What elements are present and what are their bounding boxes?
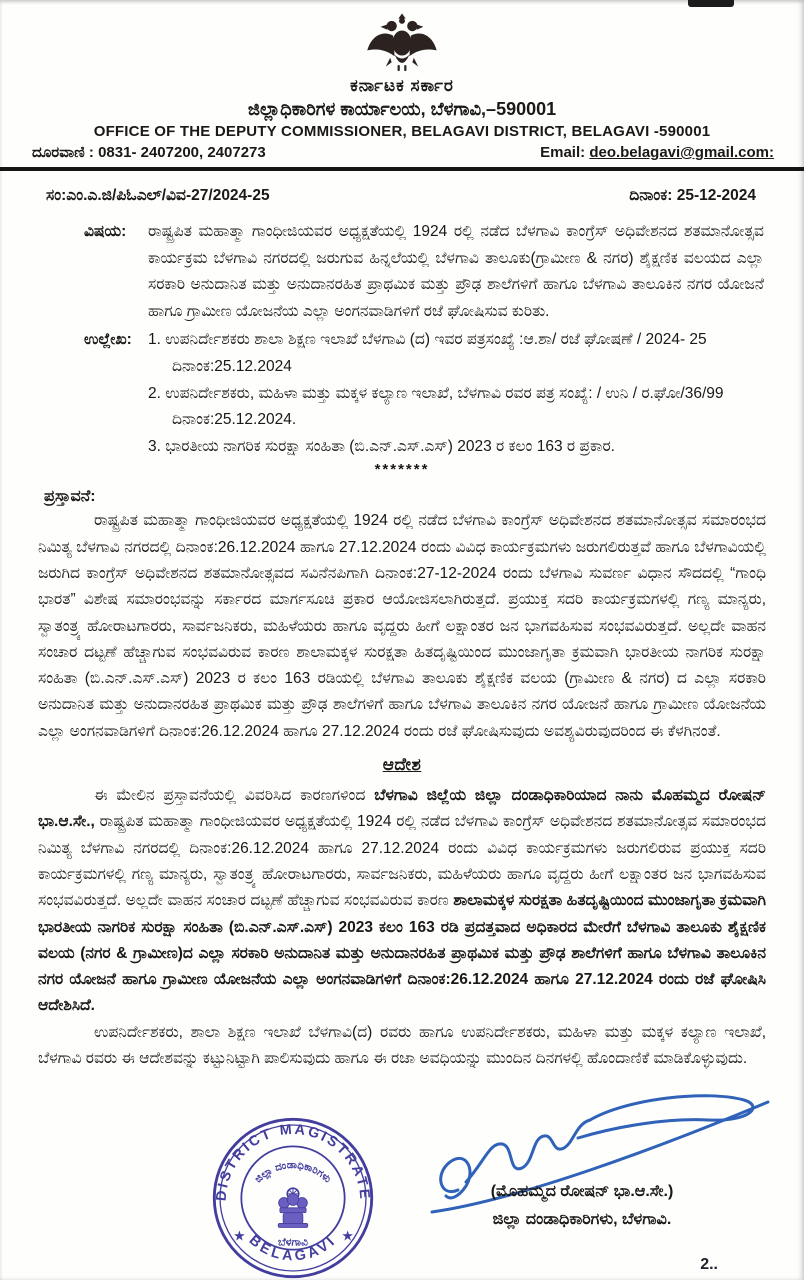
- office-name-en: OFFICE OF THE DEPUTY COMMISSIONER, BELAGAVI DISTRICT, BELAGAVI -590001: [93, 123, 711, 140]
- preamble-paragraph: ರಾಷ್ಟ್ರಪಿತ ಮಹಾತ್ಮಾ ಗಾಂಧೀಜಿಯವರ ಅಧ್ಯಕ್ಷತೆಯಲ್ಲಿ 1924 ರಲ್ಲಿ ನಡೆದ ಬೆಳಗಾವಿ ಕಾಂಗ್ರೆಸ್ ಅಧಿವೇಶನದ ಶತಮಾನೋತ್ಸವ ಸಮಾರಂಭದ ನಿಮಿತ್ಯ ಬೆಳಗಾವಿ ನಗರದಲ್ಲಿ ದಿನಾಂಕ:26.12.2024 ಹಾಗೂ 27.12.2024 ರಂದು ವಿವಿಧ ಕಾರ್ಯಕ್ರಮಗಳು ಜರುಗಲಿರುತ್ತವೆ ಹಾಗೂ ಬೆಳಗಾವಿಯಲ್ಲಿ ಜರುಗಿದ ಕಾಂಗ್ರೆಸ್ ಅಧಿವೇಶನದ ಶತಮಾನೋತ್ಸವದ ಸವಿನೆನಪಿಗಾಗಿ ದಿನಾಂಕ:27-12-2024 ರಂದು ಬೆಳಗಾವಿ ಸುವರ್ಣ ವಿಧಾನ ಸೌದದಲ್ಲಿ “ಗಾಂಧಿ ಭಾರತ” ವಿಶೇಷ ಸಮಾರಂಭವನ್ನು ಸರ್ಕಾರದ ಮಾರ್ಗಸೂಚಿ ಪ್ರಕಾರ ಆಯೋಜಿಸಲಾಗಿರುತ್ತದೆ. ಪ್ರಯುಕ್ತ ಸದರಿ ಕಾರ್ಯಕ್ರಮಗಳಲ್ಲಿ ಗಣ್ಯ ಮಾನ್ಯರು, ಸ್ವಾತಂತ್ರ್ಯ ಹೋರಾಟಗಾರರು, ಸಾರ್ವಜನಿಕರು, ಮಹಿಳೆಯರು ಹಾಗೂ ವೃದ್ದರು ಹೀಗೆ ಲಕ್ಷಾಂತರ ಜನ ಭಾಗವಹಿಸುವ ಸಂಭವವಿರುತ್ತದೆ. ಅಲ್ಲದೇ ವಾಹನ ಸಂಚಾರ ದಟ್ಟಣೆ ಹೆಚ್ಚಾಗುವ ಸಂಭವವಿರುವ ಕಾರಣ ಶಾಲಾಮಕ್ಕಳ ಸುರಕ್ಷತಾ ಹಿತದೃಷ್ಟಿಯಿಂದ ಮುಂಜಾಗೃತಾ ಕ್ರಮವಾಗಿ ಭಾರತೀಯ ನಾಗರಿಕ ಸುರಕ್ಷಾ ಸಂಹಿತಾ (ಬಿ.ಎನ್.ಎಸ್.ಎಸ್) 2023 ರ ಕಲಂ 163 ರಡಿಯಲ್ಲಿ ಬೆಳಗಾವಿ ತಾಲೂಕು ಶೈಕ್ಷಣಿಕ ವಲಯ (ಗ್ರಾಮೀಣ & ನಗರ) ದ ಎಲ್ಲಾ ಸರಕಾರಿ ಅನುದಾನಿತ ಮತ್ತು ಅನುದಾನರಹಿತ ಪ್ರಾಥಮಿಕ ಮತ್ತು ಪ್ರೌಢ ಶಾಲೆಗಳಿಗೆ ಹಾಗೂ ಬೆಳಗಾವಿ ತಾಲೂಕಿನ ನಗರ ಯೋಜನೆ ಹಾಗೂ ಗ್ರಾಮೀಣ ಯೋಜನೆಯ ಎಲ್ಲಾ ಅಂಗನವಾಡಿಗಳಿಗೆ ದಿನಾಂಕ:26.12.2024 ಹಾಗೂ 27.12.2024 ರಂದು ರಜೆ ಘೋಷಿಸುವುದು ಅವಶ್ಯವಿರುವುದರಿಂದ ಈ ಕೆಳಗಿನಂತೆ.: [38, 512, 766, 740]
- email-link[interactable]: deo.belagavi@gmail.com:: [589, 144, 774, 161]
- references-block: [84, 327, 764, 460]
- stamp-star-right: ★: [341, 1227, 354, 1244]
- reference-date-row: [0, 171, 804, 205]
- stamp-text-inner-kn: ಜಿಲ್ಲಾ ದಂಡಾಧಿಕಾರಿಗಳು: [253, 1160, 333, 1186]
- letter-date: ದಿನಾಂಕ: 25-12-2024: [629, 187, 756, 204]
- order-paragraph-1: ಈ ಮೇಲಿನ ಪ್ರಸ್ತಾವನೆಯಲ್ಲಿ ವಿವರಿಸಿದ ಕಾರಣಗಳಿಂದ ಬೆಳಗಾವಿ ಜಿಲ್ಲೆಯ ಜಿಲ್ಲಾ ದಂಡಾಧಿಕಾರಿಯಾದ ನಾನು ಮೊಹಮ್ಮದ ರೋಷನ್ ಭಾ.ಆ.ಸೇ., ರಾಷ್ಟ್ರಪಿತ ಮಹಾತ್ಮಾ ಗಾಂಧೀಜಿಯವರ ಅಧ್ಯಕ್ಷತೆಯಲ್ಲಿ 1924 ರಲ್ಲಿ ನಡೆದ ಬೆಳಗಾವಿ ಕಾಂಗ್ರೆಸ್ ಅಧಿವೇಶನದ ಶತಮಾನೋತ್ಸವ ಸಮಾರಂಭದ ನಿಮಿತ್ಯ ಬೆಳಗಾವಿ ನಗರದಲ್ಲಿ ದಿನಾಂಕ:26.12.2024 ಹಾಗೂ 27.12.2024 ರಂದು ವಿವಿಧ ಕಾರ್ಯಕ್ರಮಗಳು ಜರುಗಲಿರುವ ಪ್ರಯುಕ್ತ ಸದರಿ ಕಾರ್ಯಕ್ರಮಗಳಲ್ಲಿ ಗಣ್ಯ ಮಾನ್ಯರು, ಸ್ವಾತಂತ್ರ್ಯ ಹೋರಾಟಗಾರರು, ಸಾರ್ವಜನಿಕರು, ಮಹಿಳೆಯರು ಹಾಗೂ ವೃದ್ದರು ಹೀಗೆ ಲಕ್ಷಾಂತರ ಜನ ಭಾಗವಹಿಸುವ ಸಂಭವವಿರುತ್ತದೆ. ಅಲ್ಲದೇ ವಾಹನ ಸಂಚಾರ ದಟ್ಟಣೆ ಹೆಚ್ಚಾಗುವ ಸಂಭವವಿರುವ ಕಾರಣ ಶಾಲಾಮಕ್ಕಳ ಸುರಕ್ಷತಾ ಹಿತದೃಷ್ಟಿಯಿಂದ ಮುಂಜಾಗೃತಾ ಕ್ರಮವಾಗಿ ಭಾರತೀಯ ನಾಗರಿಕ ಸುರಕ್ಷಾ ಸಂಹಿತಾ (ಬಿ.ಎನ್.ಎಸ್.ಎಸ್) 2023 ಕಲಂ 163 ರಡಿ ಪ್ರದತ್ತವಾದ ಅಧಿಕಾರದ ಮೇರೆಗೆ ಬೆಳಗಾವಿ ತಾಲೂಕು ಶೈಕ್ಷಣಿಕ ವಲಯ (ನಗರ & ಗ್ರಾಮೀಣ)ದ ಎಲ್ಲಾ ಸರಕಾರಿ ಅನುದಾನಿತ ಮತ್ತು ಅನುದಾನರಹಿತ ಪ್ರಾಥಮಿಕ ಮತ್ತು ಪ್ರೌಢ ಶಾಲೆಗಳಿಗೆ ಹಾಗೂ ಬೆಳಗಾವಿ ತಾಲೂಕಿನ ನಗರ ಯೋಜನೆ ಹಾಗೂ ಗ್ರಾಮೀಣ ಯೋಜನೆಯ ಎಲ್ಲಾ ಅಂಗನವಾಡಿಗಳಿಗೆ ದಿನಾಂಕ:26.12.2024 ಹಾಗೂ 27.12.2024 ರಂದು ರಜೆ ಘೋಷಿಸಿ ಆದೇಶಿಸಿದೆ.: [38, 787, 766, 1015]
- signatory-designation: ಜಿಲ್ಲಾ ದಂಡಾಧಿಕಾರಿಗಳು, ಬೆಳಗಾವಿ.: [492, 1211, 672, 1228]
- government-name-kn: ಕರ್ನಾಟಕ ಸರ್ಕಾರ: [350, 76, 454, 95]
- letterhead: [0, 0, 804, 171]
- subject-text: ರಾಷ್ಟ್ರಪಿತ ಮಹಾತ್ಮಾ ಗಾಂಧೀಜಿಯವರ ಅಧ್ಯಕ್ಷತೆಯಲ್ಲಿ 1924 ರಲ್ಲಿ ನಡೆದ ಬೆಳಗಾವಿ ಕಾಂಗ್ರೆಸ್ ಅಧಿವೇಶನದ ಶತಮಾನೋತ್ಸವ ಕಾರ್ಯಕ್ರಮ ಬೆಳಗಾವಿ ನಗರದಲ್ಲಿ ಜರುಗುವ ಹಿನ್ನಲೆಯಲ್ಲಿ ಬೆಳಗಾವಿ ತಾಲೂಕು(ಗ್ರಾಮೀಣ & ನಗರ) ಶೈಕ್ಷಣಿಕ ವಲಯದ ಎಲ್ಲಾ ಸರಕಾರಿ ಅನುದಾನಿತ ಮತ್ತು ಅನುದಾನರಹಿತ ಪ್ರಾಥಮಿಕ ಮತ್ತು ಪ್ರೌಢ ಶಾಲೆಗಳಿಗೆ ಹಾಗೂ ಬೆಳಗಾವಿ ತಾಲೂಕಿನ ನಗರ ಯೋಜನೆ ಹಾಗೂ ಗ್ರಾಮೀಣ ಯೋಜನೆಯ ಎಲ್ಲಾ ಅಂಗನವಾಡಿಗಳಿಗೆ ರಜೆ ಘೋಷಿಸುವ ಕುರಿತು.: [148, 223, 764, 320]
- letter-ref-no: ಸಂ:ಎಂ.ಎ.ಜಿ/ಪಿಓಎಲ್/ವಿವ-27/2024-25: [46, 187, 270, 204]
- asterisk-separator: *******: [374, 461, 430, 479]
- email-line: [540, 144, 774, 161]
- signatory-block: [432, 1178, 732, 1234]
- stamp-text-belagavi-en: BELAGAVI: [245, 1232, 341, 1265]
- email-label: Email:: [540, 144, 586, 161]
- ashoka-lion-capital-icon: [278, 1188, 308, 1227]
- scan-artifact: [688, 0, 734, 7]
- order-heading: ಆದೇಶ: [382, 755, 422, 775]
- subject-block: [84, 219, 764, 325]
- order-paragraph-2: ಉಪನಿರ್ದೇಶಕರು, ಶಾಲಾ ಶಿಕ್ಷಣ ಇಲಾಖೆ ಬೆಳಗಾವಿ(ದ) ರವರು ಹಾಗೂ ಉಪನಿರ್ದೇಶಕರು, ಮಹಿಳಾ ಮತ್ತು ಮಕ್ಕಳ ಕಲ್ಯಾಣ ಇಲಾಖೆ, ಬೆಳಗಾವಿ ರವರು ಈ ಆದೇಶವನ್ನು ಕಟ್ಟುನಿಟ್ಟಾಗಿ ಪಾಲಿಸುವುದು ಹಾಗೂ ಈ ರಜಾ ಅವಧಿಯನ್ನು ಮುಂದಿನ ದಿನಗಳಲ್ಲಿ ಹೊಂದಾಣಿಕೆ ಮಾಡಿಕೊಳ್ಳುವುದು.: [38, 1023, 766, 1067]
- reference-item: 3. ಭಾರತೀಯ ನಾಗರಿಕ ಸುರಕ್ಷಾ ಸಂಹಿತಾ (ಬಿ.ಎನ್.ಎಸ್.ಎಸ್) 2023 ರ ಕಲಂ 163 ರ ಪ್ರಕಾರ.: [148, 437, 615, 455]
- stamp-text-belagavi-kn: ಬೆಳಗಾವಿ: [278, 1236, 308, 1249]
- references-list: [148, 327, 764, 460]
- contact-row: [0, 140, 804, 161]
- subject-label: ವಿಷಯ:: [84, 223, 127, 240]
- preamble-heading: ಪ್ರಸ್ತಾವನೆ:: [44, 488, 96, 506]
- office-name-kn: ಜಿಲ್ಲಾಧಿಕಾರಿಗಳ ಕಾರ್ಯಾಲಯ, ಬೆಳಗಾವಿ,–590001: [247, 99, 557, 119]
- district-magistrate-seal: [193, 1116, 393, 1280]
- stamp-text-district-magistrate: DISTRICT MAGISTRATE: [213, 1121, 373, 1202]
- stamp-star-left: ★: [233, 1227, 246, 1244]
- page-continuation-marker: 2..: [700, 1256, 718, 1273]
- karnataka-gandaberunda-emblem-icon: [365, 12, 439, 74]
- reference-item: 1. ಉಪನಿರ್ದೇಶಕರು ಶಾಲಾ ಶಿಕ್ಷಣ ಇಲಾಖೆ ಬೆಳಗಾವಿ (ದ) ಇವರ ಪತ್ರಸಂಖ್ಯೆ :ಆ.ಶಾ/ ರಜೆ ಘೋಷಣೆ / 2024- 25 ದಿನಾಂಕ:25.12.2024: [148, 331, 707, 375]
- references-label: ಉಲ್ಲೇಖ:: [84, 331, 132, 349]
- signatory-name: (ಮೊಹಮ್ಮದ ರೋಷನ್ ಭಾ.ಆ.ಸೇ.): [490, 1183, 674, 1200]
- phone-line: ದೂರವಾಣಿ : 0831- 2407200, 2407273: [32, 144, 266, 161]
- reference-item: 2. ಉಪನಿರ್ದೇಶಕರು, ಮಹಿಳಾ ಮತ್ತು ಮಕ್ಕಳ ಕಲ್ಯಾಣ ಇಲಾಖೆ, ಬೆಳಗಾವಿ ರವರ ಪತ್ರ ಸಂಖ್ಯೆ: / ಉನಿ / ರ.ಘೋ/36/99 ದಿನಾಂಕ:25.12.2024.: [148, 384, 724, 429]
